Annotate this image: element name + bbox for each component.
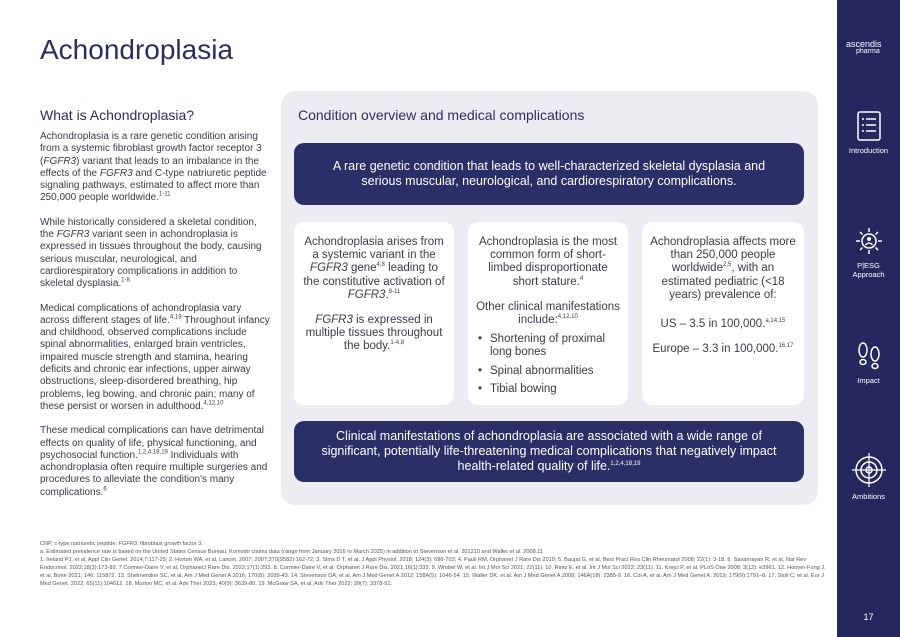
card-prevalence-p1: Achondroplasia affects more than 250,000 people worldwide$^{2,5}$, with an estimated pediatric (<18 years) prevalence of: — [650, 236, 796, 301]
nav-introduction[interactable] — [837, 110, 900, 155]
card-manifestations-p2: Other clinical manifestations include:$^{4,12,10}$ — [476, 300, 620, 327]
footnote-a: a. Estimated prevalence rate is based on the United States Census Bureau; Komodo claims data (range from January 2016 to March 2025) in addition to Stevenson et al. 201210 and Waller et al. 2008.11 — [40, 548, 544, 555]
left-body — [40, 131, 272, 511]
card-genetics — [294, 222, 454, 405]
prevalence-europe: Europe – 3.3 in 100,000.$^{16,17}$ — [652, 343, 794, 356]
manifestations-list — [476, 333, 620, 396]
left-paragraph-2: While historically considered a skeletal condition, the FGFR3 variant seen in achondroplasia is expressed in tissues throughout the body, causing serious muscular, neurological, and cardiorespiratory complications in addition to skeletal dysplasia.$^{1-8}$ — [40, 216, 262, 290]
left-paragraph-4: These medical complications can have detrimental effects on quality of life, physical functioning, and psychosocial function.$^{1,2,4,18,19}$ Individuals with achondroplasia often require multiple surgeries and procedures to alleviate the condition's many complications.$^6$ — [40, 425, 268, 498]
prevalence-us: US – 3.5 in 100,000.$^{a,14,15}$ — [660, 318, 786, 331]
nav-ambitions[interactable] — [837, 452, 900, 501]
overview-banner-top: A rare genetic condition that leads to well-characterized skeletal dysplasia and serious muscular, neurological, and cardiorespiratory complications. — [294, 143, 804, 205]
left-paragraph-1: Achondroplasia is a rare genetic condition arising from a systemic fibroblast growth factor receptor 3 (FGFR3) variant that leads to an imbalance in the effects of the FGFR3 and C-type natriuretic peptide signaling pathways, estimated to affect more than 250,000 people worldwide.$^{1-11}$ — [40, 131, 267, 204]
card-manifestations — [468, 222, 628, 405]
card-manifestations-p1: Achondroplasia is the most common form of short-limbed disproportionate short stature.$^4$ — [478, 236, 618, 288]
list-item: • Shortening of proximal long bones — [476, 333, 620, 359]
brand-line2: pharma — [856, 48, 880, 55]
left-paragraph-3: Medical complications of achondroplasia vary across different stages of life.$^{4,19}$ Throughout infancy and childhood, observed complications include spinal abnormalities, enlarged brain ventricles, impaired muscle strength and stamina, hearing deficits and chronic ear infections, upper airway obstructions, sleep-disordered breathing, hip problems, leg bowing, and chronic pain; many of these persist or worsen in adulthood.$^{4,12,10}$ — [40, 302, 270, 412]
nav-introduction-label: Introduction — [848, 146, 889, 155]
footnote-abbreviations: CNP, c-type natriuretic peptide; FGFR3, fibroblast growth factor 3. — [40, 541, 203, 547]
nav-ambitions-label: Ambitions — [852, 492, 885, 501]
nav-impact-label: Impact — [857, 376, 880, 385]
gear-person-icon — [853, 225, 885, 257]
card-genetics-p2: FGFR3 is expressed in multiple tissues throughout the body.$^{1-4,8}$ — [305, 314, 443, 353]
brand-line1: ascendis — [846, 39, 882, 49]
page-number: 17 — [863, 612, 874, 622]
footprints-icon — [854, 340, 884, 372]
page-title: Achondroplasia — [40, 34, 234, 65]
sidebar — [837, 0, 900, 637]
document-list-icon — [856, 110, 882, 142]
overview-heading: Condition overview and medical complications — [298, 107, 585, 123]
nav-pesg-approach[interactable] — [837, 225, 900, 279]
brand-logo — [846, 40, 882, 56]
target-icon — [852, 452, 886, 488]
nav-pesg-label-line2: Approach — [852, 270, 885, 279]
overview-banner-bottom: Clinical manifestations of achondroplasia are associated with a wide range of significant, potentially life-threatening medical complications that negatively impact health-related quality of life.$^{1,2,4,18,19}$ — [294, 421, 804, 482]
footnote-references: 1. Ireland PJ, et al, Appl Clin Genet. 2014;7:117-25; 2. Horton WA, et al, Lancet. 2007; 2007;370(9582):162-72; 3. Sims D T, et al, J Appl Physiol. 2018; 124(3): 696-703; 4. Pauli RM, Orphanet J Rare Dis 2019; 5. Baujat G, et al, Best Pract Res Clin Rheumatol 2008; 22(1): 3-18. 6. Savarirayan R, et al, Nat Rev Endocrinol. 2022;18(3):173-89. 7.Cormier-Daire V, et al, OrphanetJ Rare Dis. 2022;17(1):293. 8. Cormier-Daire V, et al, Orphanet J Rare Dis. 2021;16(1):333. 9. Wrobel W, et al. Int J Mol Sci 2021; 22(11). 10. Rintz E, et al. Int J Mol Sci 2022; 23(11). 11. Krejci P, et al. PLoS One 2008; 3(12): e3961. 12. Hoover-Fong J, et al, Bone 2021; 146: 115872. 13. Shelmerdine SC, et al, Am J Med Genet A 2016; 170(8): 2039-43. 14. Stevenson DA, et al. Am J Med Genet A 2012; 158A(5): 1046-54. 15. Waller DK, et al. Am J Med Genet A 2008; 146A(18): 2385-9. 16. Coi A, et al. Am J Med Genet A. 2019; 179(9):1791–8. 17. Stoll C, et al. Eur J Med Genet. 2022; 65(11):104612. 18. Murton MC, et al. Adv Ther 2023; 40(9): 3639-80. 19. McGraw SA, et al, Adv Ther 2022; 39(7): 3378-91. — [40, 556, 826, 587]
nav-impact[interactable] — [837, 340, 900, 385]
list-item: • Tibial bowing — [476, 383, 620, 396]
footnotes — [40, 541, 830, 588]
card-genetics-p1: Achondroplasia arises from a systemic variant in the FGFR3 gene$^{4,8}$ leading to the constitutive activation of FGFR3.$^{9-11}$ — [303, 236, 445, 301]
nav-pesg-label-line1: P|ESG — [857, 261, 880, 270]
left-heading: What is Achondroplasia? — [40, 107, 195, 123]
card-prevalence — [642, 222, 804, 405]
list-item: • Spinal abnormalities — [476, 365, 620, 378]
